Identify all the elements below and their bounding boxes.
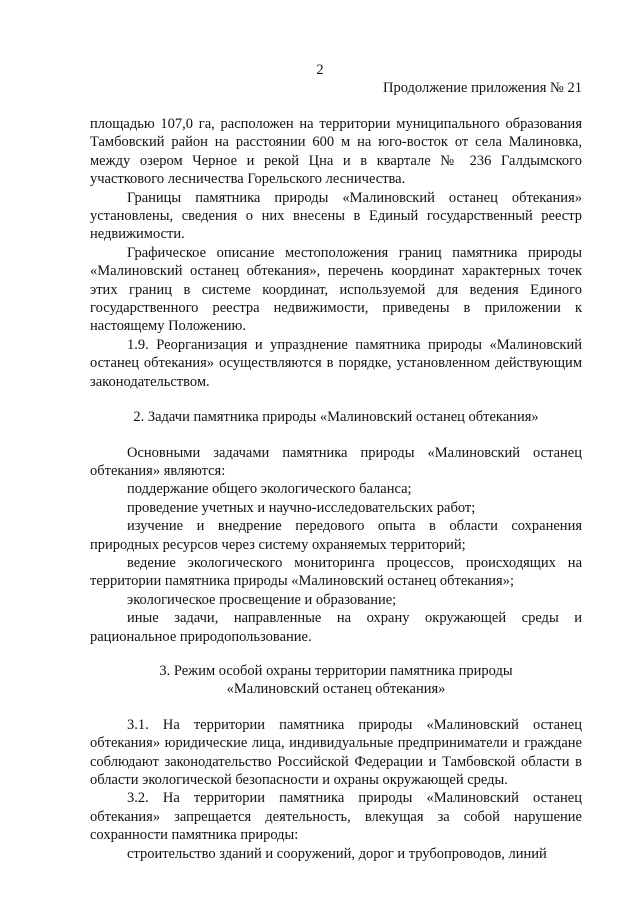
list-item: изучение и внедрение передового опыта в области сохранения природных ресурсов через систему охраняемых территорий;	[90, 518, 582, 553]
paragraph: 1.9. Реорганизация и упразднение памятника природы «Малиновский останец обтекания» осуществляются в порядке, установленном действующим законодательством.	[90, 336, 582, 390]
section-heading-3-line2: «Малиновский останец обтекания»	[226, 681, 446, 698]
list-item: экологическое просвещение и образование;	[127, 591, 397, 608]
paragraph: Графическое описание местоположения границ памятника природы «Малиновский останец обтекания», перечень координат характерных точек этих границ в системе координат, используемой для ведения Единого государственного реестра недвижимости, приведены в приложении к настоящему Положению.	[90, 244, 582, 335]
spacer	[90, 391, 582, 408]
paragraph: 3.1. На территории памятника природы «Малиновский останец обтекания» юридические лица, индивидуальные предприниматели и граждане соблюдают законодательство Российской Федерации и Тамбовской области в области экологической безопасности и охраны окружающей среды.	[90, 716, 582, 788]
list-item: ведение экологического мониторинга процессов, происходящих на территории памятника природы «Малиновский останец обтекания»;	[90, 554, 582, 590]
paragraph: 3.2. На территории памятника природы «Малиновский останец обтекания» запрещается деятельность, влекущая за собой нарушение сохранности памятника природы:	[90, 790, 582, 844]
paragraph: площадью 107,0 га, расположен на территории муниципального образования Тамбовский район на расстоянии 600 м на юго-восток от села Малиновка, между озером Черное и рекой Цна и в квартале № 236 Галдымского участкового лесничества Горельского лесничества.	[90, 116, 582, 188]
page-number: 2	[316, 62, 324, 78]
list-item: проведение учетных и научно-исследовательских работ;	[127, 499, 476, 516]
paragraph: Границы памятника природы «Малиновский останец обтекания» установлены, сведения о них внесены в Единый государственный реестр недвижимости.	[90, 189, 582, 243]
appendix-header: Продолжение приложения № 21	[383, 80, 582, 96]
spacer	[90, 646, 582, 662]
section-heading-3-line1: 3. Режим особой охраны территории памятника природы	[159, 662, 513, 679]
spacer	[90, 699, 582, 716]
section-heading-2: 2. Задачи памятника природы «Малиновский останец обтекания»	[133, 409, 539, 426]
list-item: поддержание общего экологического баланса;	[127, 481, 412, 498]
document-body	[90, 115, 582, 863]
paragraph: строительство зданий и сооружений, дорог и трубопроводов, линий	[127, 845, 547, 862]
list-item: иные задачи, направленные на охрану окружающей среды и рациональное природопользование.	[90, 610, 582, 645]
paragraph: Основными задачами памятника природы «Малиновский останец обтекания» являются:	[90, 444, 582, 479]
spacer	[90, 427, 582, 444]
